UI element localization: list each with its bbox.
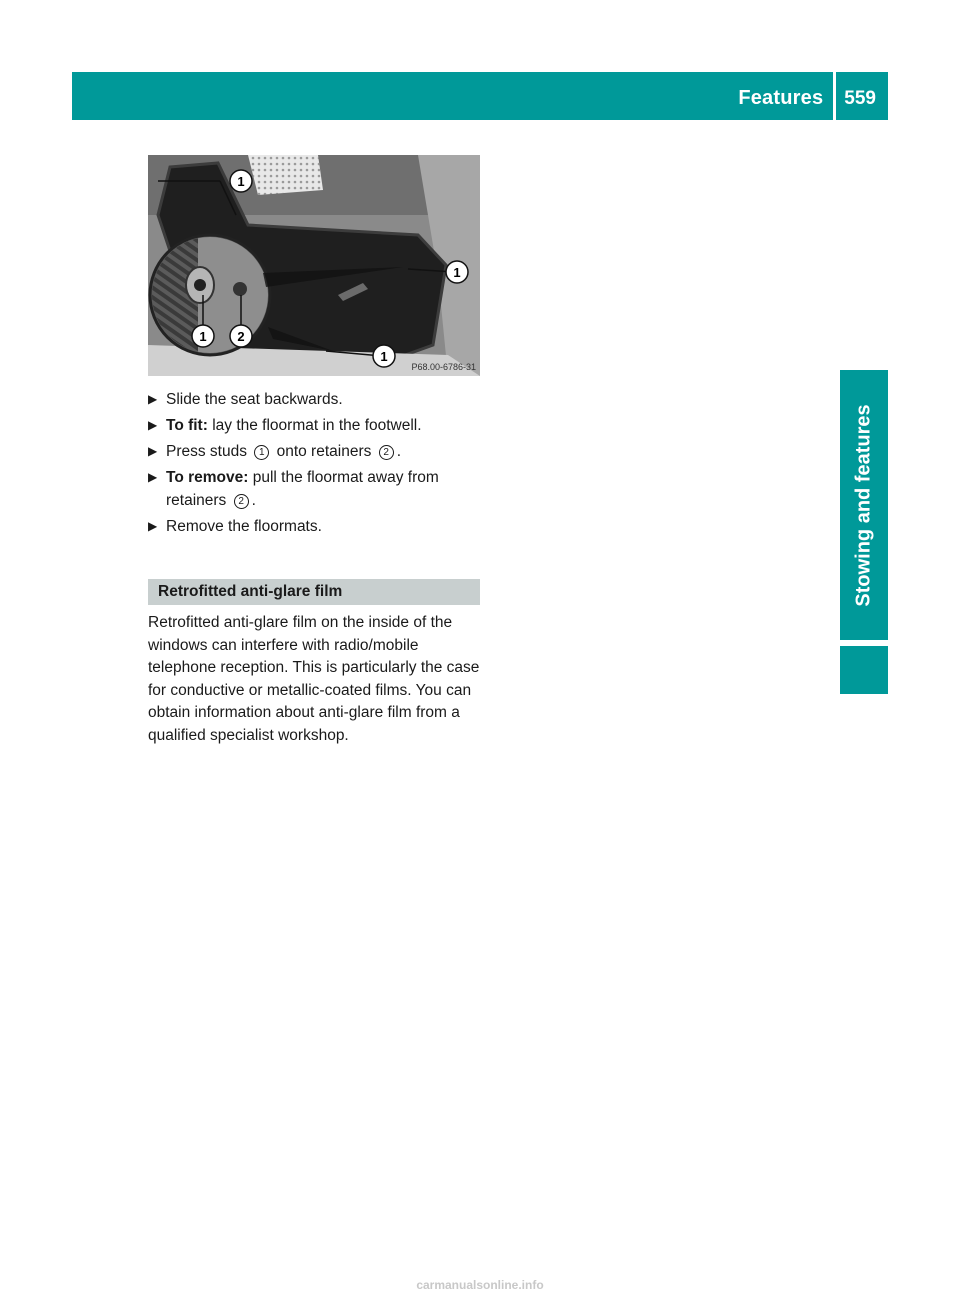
callout-1-top [230, 170, 252, 192]
step-text [166, 466, 484, 512]
svg-text:1: 1 [199, 329, 207, 344]
step-text [166, 440, 401, 463]
step-keyword: To remove: [166, 469, 249, 486]
step-part: pull the floormat away from retainers [166, 469, 439, 509]
section-paragraph: Retrofitted anti-glare film on the inside of the windows can interfere with radio/mobile telephone reception. This is particularly the case for conductive or metallic-coated films. You can obtain information about anti-glare film from a qualified specialist workshop. [148, 614, 480, 744]
svg-text:1: 1 [380, 349, 388, 364]
triangle-right-icon: ▶ [148, 470, 158, 484]
step-part: . [251, 492, 256, 509]
step-part: . [396, 443, 401, 460]
header-section-title: Features [738, 87, 824, 109]
chapter-side-marker [840, 646, 888, 694]
step-item [148, 466, 484, 512]
triangle-right-icon: ▶ [148, 418, 158, 432]
watermark: carmanualsonline.info [416, 1278, 544, 1292]
page-number: 559 [844, 88, 876, 109]
floormat-illustration-svg [148, 155, 480, 376]
step-item [148, 440, 484, 463]
callout-2-magnifier [230, 325, 252, 347]
section-heading: Retrofitted anti-glare film [148, 579, 480, 605]
triangle-right-icon: ▶ [148, 444, 158, 458]
ref-number-1: 1 [254, 445, 269, 460]
step-item [148, 515, 484, 538]
chapter-side-tab [840, 370, 888, 640]
svg-text:2: 2 [237, 329, 245, 344]
figure-code: P68.00-6786-31 [411, 362, 476, 372]
callout-1-magnifier [192, 325, 214, 347]
floormat-illustration [148, 155, 480, 376]
step-keyword: To fit: [166, 417, 208, 434]
step-detail: lay the floormat in the footwell. [207, 417, 422, 434]
step-text: Slide the seat backwards. [166, 391, 343, 408]
svg-text:1: 1 [237, 174, 245, 189]
step-part: onto retainers [272, 443, 376, 460]
instruction-steps [148, 388, 484, 541]
step-item [148, 414, 484, 437]
chapter-side-tab-label: Stowing and features [852, 403, 875, 607]
step-text [166, 414, 422, 437]
svg-text:1: 1 [453, 265, 461, 280]
step-text: Remove the floormats. [166, 518, 322, 535]
step-item [148, 388, 484, 411]
step-part: Press studs [166, 443, 252, 460]
ref-number-2: 2 [379, 445, 394, 460]
ref-number-2: 2 [234, 494, 249, 509]
triangle-right-icon: ▶ [148, 392, 158, 406]
triangle-right-icon: ▶ [148, 519, 158, 533]
page-header [72, 72, 888, 120]
callout-1-bottom [373, 345, 395, 367]
callout-1-right [446, 261, 468, 283]
